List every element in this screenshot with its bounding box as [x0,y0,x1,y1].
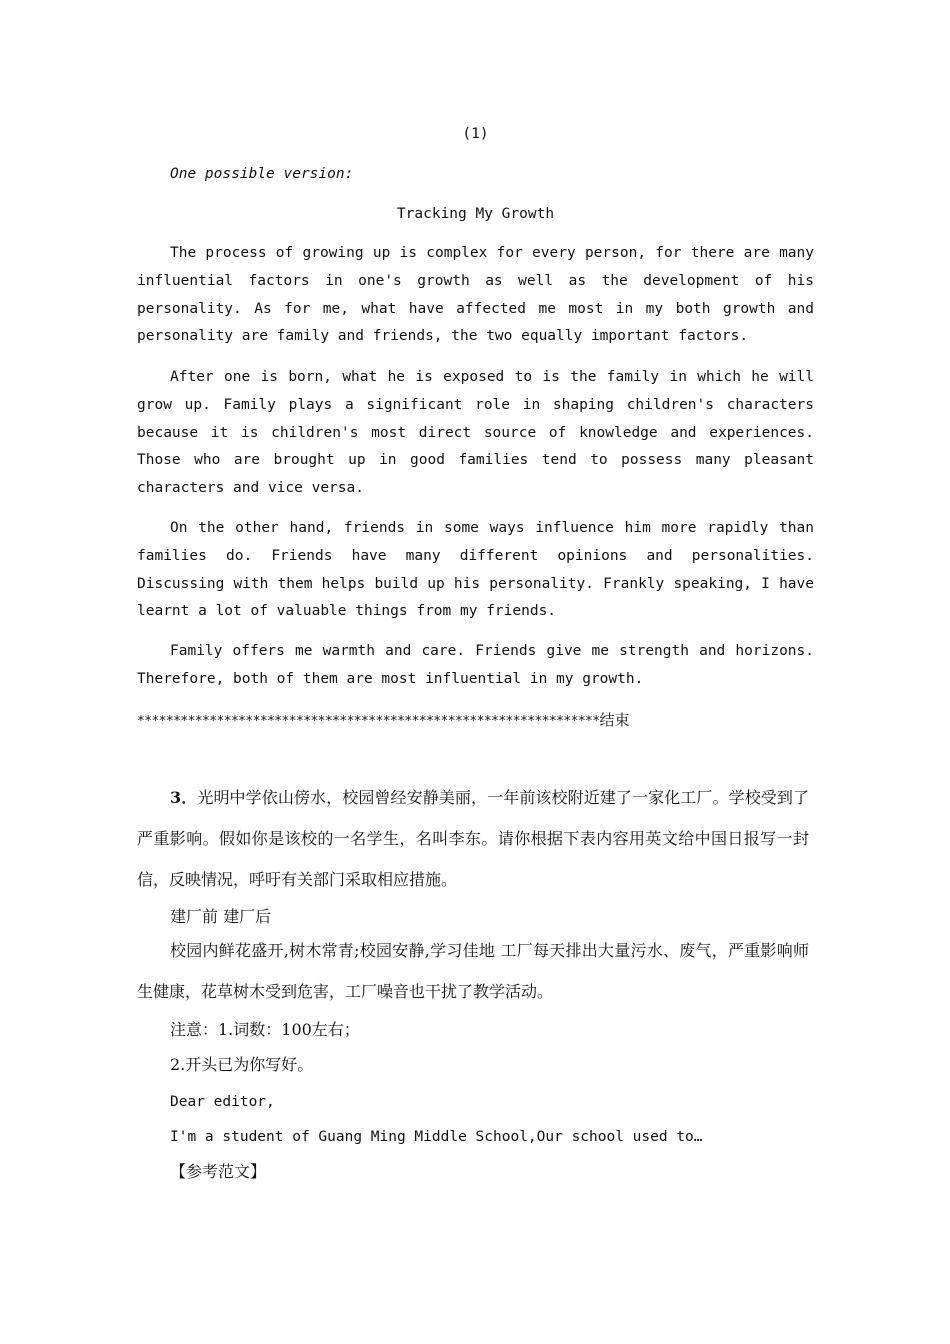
table-header: 建厂前 建厂后 [170,907,272,926]
reference-label: 【参考范文】 [170,1162,267,1181]
end-marker [137,710,630,732]
end-marker-stars: **************************************************************** [137,714,600,729]
letter-opening: I'm a student of Guang Ming Middle School,Our school used to… [170,1129,703,1145]
end-marker-label: 结束 [599,711,630,729]
essay-paragraph-2: After one is born, what he is exposed to is the family in which he will grow up. Family plays a significant role in shaping children's characters because it is children's most direct source of knowledge and experiences. Those who are brought up in good families tend to possess many pleasant characters and vice versa. [137,369,814,497]
essay-paragraph-1: The process of growing up is complex for every person, for there are many influential factors in one's growth as well as the development of his personality. As for me, what have affected me most in my both growth and personality are family and friends, the two equally important factors. [137,245,814,345]
note-2: 2.开头已为你写好。 [170,1055,314,1074]
table-content: 校园内鲜花盛开,树木常青;校园安静,学习佳地 工厂每天排出大量污水、废气，严重影响师生健康，花草树木受到危害，工厂噪音也干扰了教学活动。 [137,941,809,1001]
note-1: 注意：1.词数：100左右； [170,1020,360,1039]
question-3-prompt [137,777,809,900]
letter-salutation: Dear editor, [170,1094,275,1110]
question-prompt-text: 光明中学依山傍水，校园曾经安静美丽，一年前该校附近建了一家化工厂。学校受到了严重影响。假如你是该校的一名学生，名叫李东。请你根据下表内容用英文给中国日报写一封信，反映情况，呼吁有关部门采取相应措施。 [137,788,809,889]
essay-paragraph-3: On the other hand, friends in some ways influence him more rapidly than families do. Friends have many different opinions and personalities. Discussing with them helps build up his personality. Frankly speaking, I have learnt a lot of valuable things from my friends. [137,520,814,620]
version-label: One possible version: [170,166,354,182]
question-number: 3． [170,788,198,807]
essay-title: Tracking My Growth [396,206,555,222]
essay-paragraph-4: Family offers me warmth and care. Friends give me strength and horizons. Therefore, both of them are most influential in my growth. [137,643,814,687]
section-marker: (1) [462,126,489,142]
